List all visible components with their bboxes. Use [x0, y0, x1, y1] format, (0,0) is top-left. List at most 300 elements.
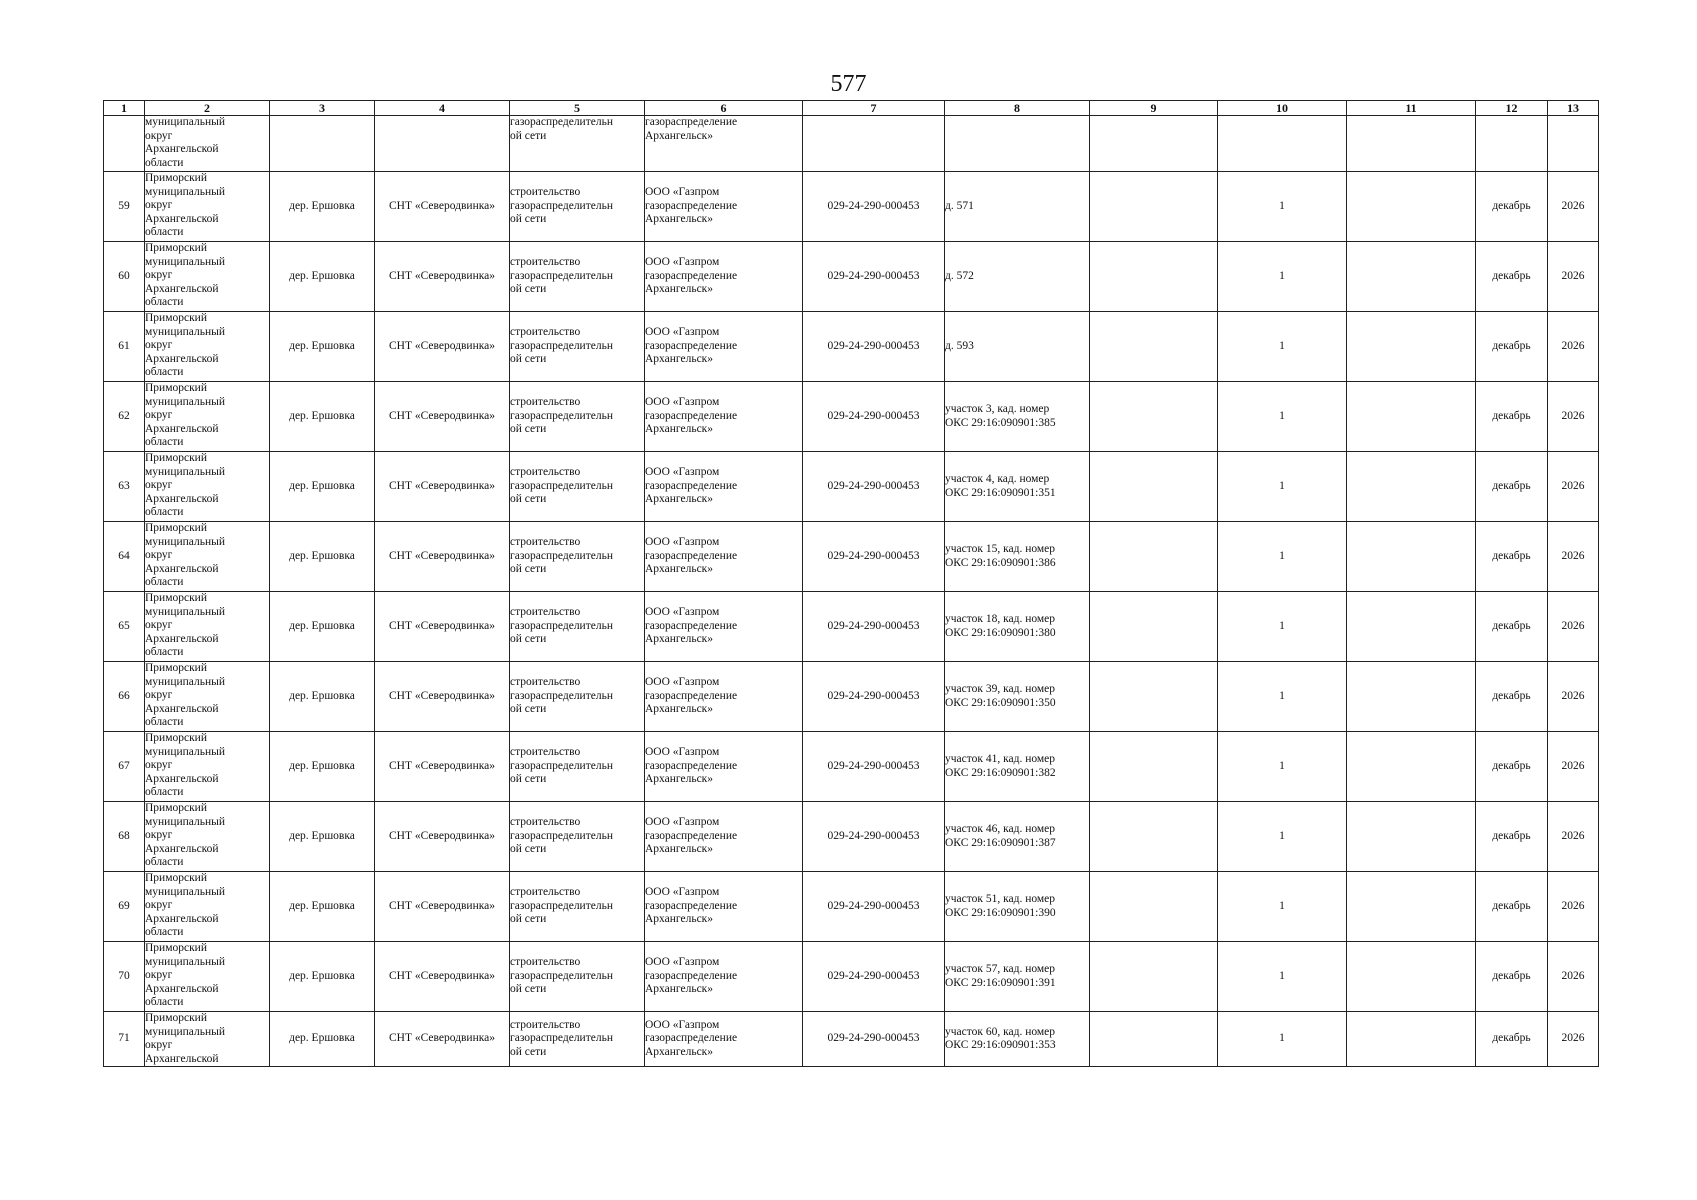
cell-deadline: декабрь — [1476, 942, 1548, 1012]
cell-municipality — [145, 1012, 270, 1067]
line: муниципальный — [145, 1025, 226, 1038]
cell-object: СНТ «Северодвинка» — [375, 312, 510, 382]
line: Приморский — [145, 872, 207, 884]
cell-year: 2026 — [1548, 732, 1599, 802]
line: округ — [145, 129, 173, 142]
table-row — [104, 802, 1599, 872]
cell-col11 — [1347, 592, 1476, 662]
line: Архангельской — [145, 492, 219, 505]
line: Приморский — [145, 942, 207, 954]
cell-address — [945, 592, 1090, 662]
line: ОКС 29:16:090901:353 — [945, 1039, 1056, 1052]
line: округ — [145, 689, 173, 702]
line: области — [145, 786, 184, 799]
cell-owner — [645, 872, 803, 942]
line: ой сети — [510, 129, 547, 142]
cell-deadline: декабрь — [1476, 732, 1548, 802]
cell-col11 — [1347, 872, 1476, 942]
cell-col9 — [1090, 522, 1218, 592]
cell-qty: 1 — [1218, 172, 1347, 242]
cell-owner — [645, 1012, 803, 1067]
line: газораспределительн — [510, 339, 613, 352]
cell-locality: дер. Ершовка — [270, 1012, 375, 1067]
cell-number: 64 — [104, 522, 145, 592]
cell-work — [510, 732, 645, 802]
line: ООО «Газпром — [645, 1018, 720, 1031]
line: д. 572 — [945, 269, 974, 282]
line: ОКС 29:16:090901:385 — [945, 416, 1056, 429]
line: округ — [145, 199, 173, 212]
cell-address — [945, 872, 1090, 942]
line: участок 18, кад. номер — [945, 612, 1056, 625]
line: участок 51, кад. номер — [945, 892, 1056, 905]
cell-locality: дер. Ершовка — [270, 662, 375, 732]
cell-year: 2026 — [1548, 662, 1599, 732]
line: газораспределительн — [510, 549, 613, 562]
line: ой сети — [510, 423, 547, 436]
cell-code: 029-24-290-000453 — [803, 452, 945, 522]
line: Архангельск» — [645, 1045, 714, 1058]
cell-owner — [645, 242, 803, 312]
line: ой сети — [510, 773, 547, 786]
line: ОКС 29:16:090901:380 — [945, 626, 1056, 639]
cell-owner — [645, 312, 803, 382]
cell-work — [510, 802, 645, 872]
line: Архангельск» — [645, 913, 714, 926]
table-row — [104, 1012, 1599, 1067]
column-header-6: 6 — [645, 101, 803, 116]
line: ой сети — [510, 353, 547, 366]
line: газораспределительн — [510, 759, 613, 772]
line: газораспределение — [645, 899, 738, 912]
line: Архангельской — [145, 562, 219, 575]
line: Приморский — [145, 662, 207, 674]
line: ООО «Газпром — [645, 536, 720, 549]
line: области — [145, 926, 184, 939]
line: Архангельской — [145, 842, 219, 855]
line: Архангельской — [145, 282, 219, 295]
line: газораспределительн — [510, 116, 613, 128]
line: ООО «Газпром — [645, 816, 720, 829]
line: Архангельской — [145, 772, 219, 785]
cell-municipality — [145, 592, 270, 662]
line: округ — [145, 899, 173, 912]
cell-number: 71 — [104, 1012, 145, 1067]
line: округ — [145, 969, 173, 982]
cell-locality: дер. Ершовка — [270, 872, 375, 942]
line: газораспределительн — [510, 409, 613, 422]
cell-year: 2026 — [1548, 802, 1599, 872]
cell-deadline — [1476, 116, 1548, 172]
cell-locality: дер. Ершовка — [270, 312, 375, 382]
line: ой сети — [510, 563, 547, 576]
line: газораспределение — [645, 339, 738, 352]
line: ой сети — [510, 493, 547, 506]
line: газораспределительн — [510, 199, 613, 212]
line: газораспределительн — [510, 969, 613, 982]
line: муниципальный — [145, 955, 226, 968]
line: Архангельской — [145, 702, 219, 715]
column-header-13: 13 — [1548, 101, 1599, 116]
cell-address — [945, 522, 1090, 592]
cell-work — [510, 452, 645, 522]
table-row-continued — [104, 116, 1599, 172]
line: газораспределение — [645, 116, 738, 128]
line: Архангельск» — [645, 843, 714, 856]
cell-deadline: декабрь — [1476, 242, 1548, 312]
cell-deadline: декабрь — [1476, 522, 1548, 592]
cell-year: 2026 — [1548, 312, 1599, 382]
cell-col11 — [1347, 172, 1476, 242]
cell-code: 029-24-290-000453 — [803, 382, 945, 452]
line: Архангельск» — [645, 129, 714, 142]
table-row — [104, 732, 1599, 802]
cell-year: 2026 — [1548, 242, 1599, 312]
line: Архангельск» — [645, 633, 714, 646]
cell-col9 — [1090, 732, 1218, 802]
cell-address — [945, 802, 1090, 872]
cell-code: 029-24-290-000453 — [803, 662, 945, 732]
cell-deadline: декабрь — [1476, 1012, 1548, 1067]
cell-work — [510, 522, 645, 592]
line: газораспределение — [645, 549, 738, 562]
cell-number: 61 — [104, 312, 145, 382]
line: участок 39, кад. номер — [945, 682, 1056, 695]
cell-col9 — [1090, 942, 1218, 1012]
line: газораспределение — [645, 689, 738, 702]
cell-owner — [645, 802, 803, 872]
column-header-4: 4 — [375, 101, 510, 116]
cell-col9 — [1090, 452, 1218, 522]
line: газораспределение — [645, 269, 738, 282]
line: ООО «Газпром — [645, 466, 720, 479]
line: ОКС 29:16:090901:386 — [945, 556, 1056, 569]
cell-year: 2026 — [1548, 1012, 1599, 1067]
cell-address — [945, 116, 1090, 172]
cell-locality: дер. Ершовка — [270, 732, 375, 802]
cell-municipality — [145, 382, 270, 452]
cell-deadline: декабрь — [1476, 662, 1548, 732]
line: муниципальный — [145, 395, 226, 408]
line: Архангельской — [145, 1052, 219, 1065]
line: строительство — [510, 466, 581, 479]
line: Архангельск» — [645, 563, 714, 576]
cell-qty: 1 — [1218, 242, 1347, 312]
line: ООО «Газпром — [645, 256, 720, 269]
line: газораспределение — [645, 619, 738, 632]
table-row — [104, 942, 1599, 1012]
cell-object: СНТ «Северодвинка» — [375, 732, 510, 802]
table-row — [104, 872, 1599, 942]
cell-object: СНТ «Северодвинка» — [375, 452, 510, 522]
cell-number: 63 — [104, 452, 145, 522]
cell-address — [945, 662, 1090, 732]
line: области — [145, 296, 184, 309]
line: ООО «Газпром — [645, 676, 720, 689]
cell-col9 — [1090, 662, 1218, 732]
line: участок 41, кад. номер — [945, 752, 1056, 765]
cell-qty — [1218, 116, 1347, 172]
table-body — [104, 116, 1599, 1067]
line: Приморский — [145, 522, 207, 534]
column-header-10: 10 — [1218, 101, 1347, 116]
cell-object: СНТ «Северодвинка» — [375, 662, 510, 732]
cell-locality: дер. Ершовка — [270, 382, 375, 452]
line: округ — [145, 619, 173, 632]
table-row — [104, 242, 1599, 312]
line: газораспределение — [645, 479, 738, 492]
cell-qty: 1 — [1218, 452, 1347, 522]
line: ООО «Газпром — [645, 396, 720, 409]
cell-object: СНТ «Северодвинка» — [375, 522, 510, 592]
line: строительство — [510, 256, 581, 269]
line: области — [145, 576, 184, 589]
cell-deadline: декабрь — [1476, 872, 1548, 942]
line: Архангельской — [145, 912, 219, 925]
line: муниципальный — [145, 325, 226, 338]
line: газораспределение — [645, 759, 738, 772]
line: области — [145, 646, 184, 659]
table-row — [104, 452, 1599, 522]
line: муниципальный — [145, 815, 226, 828]
cell-col11 — [1347, 802, 1476, 872]
line: Архангельской — [145, 982, 219, 995]
column-header-8: 8 — [945, 101, 1090, 116]
cell-object — [375, 116, 510, 172]
cell-number: 66 — [104, 662, 145, 732]
cell-number: 70 — [104, 942, 145, 1012]
cell-object: СНТ «Северодвинка» — [375, 872, 510, 942]
cell-col9 — [1090, 1012, 1218, 1067]
line: округ — [145, 549, 173, 562]
line: участок 15, кад. номер — [945, 542, 1056, 555]
line: газораспределение — [645, 199, 738, 212]
cell-col9 — [1090, 242, 1218, 312]
line: области — [145, 716, 184, 729]
column-header-2: 2 — [145, 101, 270, 116]
cell-number: 65 — [104, 592, 145, 662]
line: муниципальный — [145, 745, 226, 758]
cell-municipality — [145, 942, 270, 1012]
line: участок 4, кад. номер — [945, 472, 1050, 485]
line: газораспределительн — [510, 899, 613, 912]
cell-work — [510, 172, 645, 242]
line: Приморский — [145, 732, 207, 744]
cell-owner — [645, 382, 803, 452]
line: муниципальный — [145, 465, 226, 478]
line: муниципальный — [145, 255, 226, 268]
line: ООО «Газпром — [645, 956, 720, 969]
cell-col11 — [1347, 942, 1476, 1012]
cell-locality: дер. Ершовка — [270, 452, 375, 522]
line: округ — [145, 339, 173, 352]
column-header-3: 3 — [270, 101, 375, 116]
column-header-5: 5 — [510, 101, 645, 116]
column-header-9: 9 — [1090, 101, 1218, 116]
line: ой сети — [510, 983, 547, 996]
line: ООО «Газпром — [645, 326, 720, 339]
line: строительство — [510, 326, 581, 339]
line: Архангельск» — [645, 773, 714, 786]
cell-year: 2026 — [1548, 172, 1599, 242]
cell-code: 029-24-290-000453 — [803, 522, 945, 592]
cell-qty: 1 — [1218, 592, 1347, 662]
cell-code: 029-24-290-000453 — [803, 592, 945, 662]
cell-deadline: декабрь — [1476, 382, 1548, 452]
cell-locality: дер. Ершовка — [270, 172, 375, 242]
cell-qty: 1 — [1218, 942, 1347, 1012]
cell-code: 029-24-290-000453 — [803, 872, 945, 942]
cell-locality — [270, 116, 375, 172]
cell-code: 029-24-290-000453 — [803, 942, 945, 1012]
line: Приморский — [145, 452, 207, 464]
line: ой сети — [510, 213, 547, 226]
cell-code: 029-24-290-000453 — [803, 172, 945, 242]
line: области — [145, 506, 184, 519]
line: Приморский — [145, 242, 207, 254]
cell-locality: дер. Ершовка — [270, 522, 375, 592]
cell-number: 69 — [104, 872, 145, 942]
column-header-1: 1 — [104, 101, 145, 116]
column-header-12: 12 — [1476, 101, 1548, 116]
line: округ — [145, 1039, 173, 1052]
line: строительство — [510, 676, 581, 689]
cell-col11 — [1347, 382, 1476, 452]
line: строительство — [510, 886, 581, 899]
line: строительство — [510, 746, 581, 759]
cell-col11 — [1347, 242, 1476, 312]
cell-locality: дер. Ершовка — [270, 802, 375, 872]
line: Приморский — [145, 172, 207, 184]
line: ООО «Газпром — [645, 186, 720, 199]
line: Приморский — [145, 382, 207, 394]
cell-qty: 1 — [1218, 312, 1347, 382]
line: участок 46, кад. номер — [945, 822, 1056, 835]
line: газораспределительн — [510, 619, 613, 632]
column-number-row — [104, 101, 1599, 116]
cell-number: 62 — [104, 382, 145, 452]
cell-code — [803, 116, 945, 172]
column-header-11: 11 — [1347, 101, 1476, 116]
cell-owner — [645, 942, 803, 1012]
cell-municipality — [145, 242, 270, 312]
cell-year: 2026 — [1548, 522, 1599, 592]
cell-owner — [645, 662, 803, 732]
line: Архангельск» — [645, 353, 714, 366]
cell-qty: 1 — [1218, 732, 1347, 802]
cell-municipality — [145, 872, 270, 942]
cell-work — [510, 942, 645, 1012]
line: области — [145, 366, 184, 379]
line: газораспределительн — [510, 829, 613, 842]
column-header-7: 7 — [803, 101, 945, 116]
cell-locality: дер. Ершовка — [270, 592, 375, 662]
cell-number: 67 — [104, 732, 145, 802]
cell-locality: дер. Ершовка — [270, 942, 375, 1012]
table-row — [104, 522, 1599, 592]
cell-work — [510, 242, 645, 312]
cell-qty: 1 — [1218, 872, 1347, 942]
cell-municipality — [145, 732, 270, 802]
cell-qty: 1 — [1218, 662, 1347, 732]
cell-year: 2026 — [1548, 942, 1599, 1012]
line: строительство — [510, 396, 581, 409]
cell-col11 — [1347, 1012, 1476, 1067]
cell-col9 — [1090, 116, 1218, 172]
line: строительство — [510, 186, 581, 199]
line: ОКС 29:16:090901:351 — [945, 486, 1056, 499]
cell-number: 59 — [104, 172, 145, 242]
cell-code: 029-24-290-000453 — [803, 802, 945, 872]
line: д. 571 — [945, 199, 974, 212]
cell-object: СНТ «Северодвинка» — [375, 382, 510, 452]
table-row — [104, 172, 1599, 242]
line: участок 57, кад. номер — [945, 962, 1056, 975]
cell-object: СНТ «Северодвинка» — [375, 942, 510, 1012]
line: газораспределение — [645, 969, 738, 982]
cell-number: 60 — [104, 242, 145, 312]
cell-deadline: декабрь — [1476, 452, 1548, 522]
table-row — [104, 662, 1599, 732]
line: ой сети — [510, 913, 547, 926]
cell-qty: 1 — [1218, 382, 1347, 452]
line: участок 60, кад. номер — [945, 1025, 1056, 1038]
cell-qty: 1 — [1218, 522, 1347, 592]
cell-work — [510, 662, 645, 732]
line: газораспределительн — [510, 269, 613, 282]
line: д. 593 — [945, 339, 974, 352]
cell-owner — [645, 732, 803, 802]
cell-code: 029-24-290-000453 — [803, 312, 945, 382]
line: ой сети — [510, 633, 547, 646]
cell-year — [1548, 116, 1599, 172]
cell-object: СНТ «Северодвинка» — [375, 802, 510, 872]
line: ой сети — [510, 283, 547, 296]
line: ОКС 29:16:090901:350 — [945, 696, 1056, 709]
line: Приморский — [145, 312, 207, 324]
cell-year: 2026 — [1548, 452, 1599, 522]
cell-object: СНТ «Северодвинка» — [375, 172, 510, 242]
line: ОКС 29:16:090901:387 — [945, 836, 1056, 849]
line: округ — [145, 409, 173, 422]
cell-work — [510, 1012, 645, 1067]
line: Архангельской — [145, 212, 219, 225]
line: ООО «Газпром — [645, 606, 720, 619]
line: строительство — [510, 606, 581, 619]
line: муниципальный — [145, 535, 226, 548]
line: округ — [145, 829, 173, 842]
cell-deadline: декабрь — [1476, 172, 1548, 242]
cell-code: 029-24-290-000453 — [803, 1012, 945, 1067]
cell-municipality — [145, 522, 270, 592]
line: газораспределение — [645, 409, 738, 422]
cell-municipality — [145, 452, 270, 522]
cell-deadline: декабрь — [1476, 802, 1548, 872]
line: Архангельской — [145, 352, 219, 365]
cell-col9 — [1090, 872, 1218, 942]
cell-year: 2026 — [1548, 382, 1599, 452]
cell-work — [510, 592, 645, 662]
table-row — [104, 592, 1599, 662]
cell-address — [945, 382, 1090, 452]
table-row — [104, 312, 1599, 382]
registry-table — [103, 100, 1599, 1067]
line: строительство — [510, 816, 581, 829]
cell-col11 — [1347, 732, 1476, 802]
line: Архангельск» — [645, 983, 714, 996]
page-number: 577 — [830, 71, 867, 97]
line: округ — [145, 479, 173, 492]
